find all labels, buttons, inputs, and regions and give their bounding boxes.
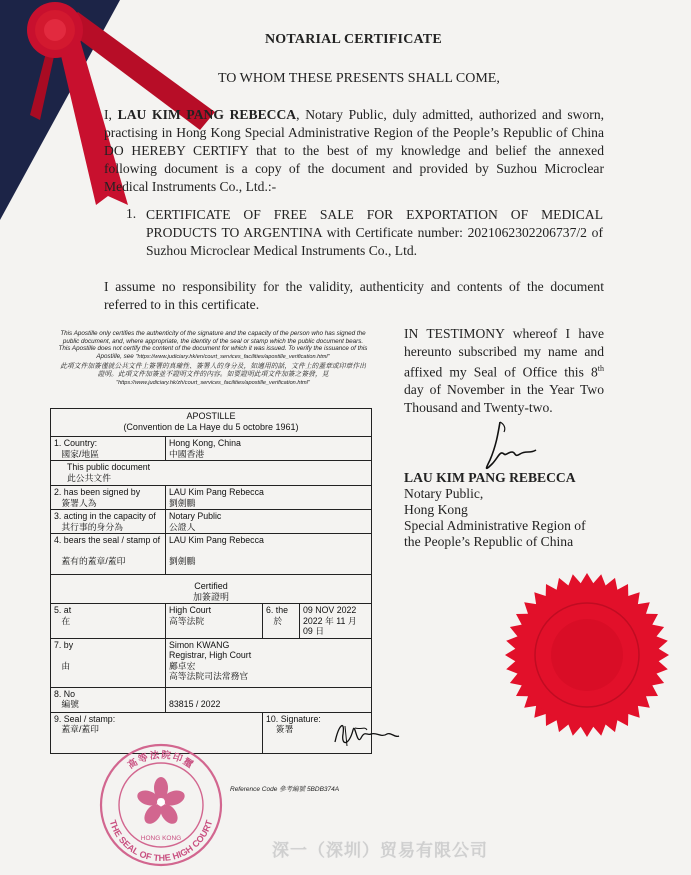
item-line-2: PRODUCTS TO ARGENTINA with Certificate number: 2021062302206737/2 of (146, 225, 603, 240)
apostille-row-seal-signature: 9. Seal / stamp: 蓋章/蓋印 10. Signature: 簽署 (51, 712, 372, 753)
signer-title: Notary Public, (404, 486, 484, 501)
apostille-row-number: 8. No 編號 83815 / 2022 (51, 687, 372, 712)
intro-line-3: DO HEREBY CERTIFY that to the best of my knowledge and belief the annexed (104, 143, 604, 158)
testimony-block (404, 325, 604, 417)
apostille-row-certified: Certified 加簽證明 (51, 575, 372, 604)
intro-line-4: following document is a copy of the document and provided by Suzhou Microclear (104, 161, 604, 176)
disclaimer-line-1: I assume no responsibility for the validity, authenticity and contents of the document (104, 279, 604, 294)
signer-region-1: Special Administrative Region of (404, 518, 586, 533)
intro-line-1: I, LAU KIM PANG REBECCA, Notary Public, duly admitted, authorized and sworn, (104, 107, 605, 122)
apostille-row-public-document: This public document 此公共文件 (51, 461, 372, 486)
item-description (146, 206, 603, 260)
testimony-line-3: affixed my Seal of Office this 8th (404, 364, 604, 380)
testimony-line-5: Thousand and Twenty-two. (404, 399, 553, 415)
notary-name: LAU KIM PANG REBECCA (117, 107, 297, 122)
item-line-3: Suzhou Microclear Medical Instruments Co., Ltd. (146, 243, 418, 258)
svg-text:THE SEAL OF THE HIGH COURT: THE SEAL OF THE HIGH COURT (107, 818, 215, 864)
disclaimer-paragraph (104, 278, 604, 314)
apostille-row-by: 7. by 由 Simon KWANG Registrar, High Court 鄺卓宏 高等法院司法常務官 (51, 638, 372, 687)
disclaimer-line-2: referred to in this certificate. (104, 297, 260, 312)
apostille-row-capacity: 3. acting in the capacity of 其行事的身分為 Notary Public 公證人 (51, 510, 372, 534)
testimony-line-2: hereunto subscribed my name and (404, 343, 604, 359)
apostille-note-zh: 此項文件加簽僅就公共文件上簽署的真確性、簽署人的身分及，如適用的話，文件上的蓋章或印章作出證明。此項文件加簽並不證明文件的內容。如要證明此項文件加簽之簽發，見 "https://www.judiciary.hk/zh/court_services_facilities/apostille_verification.html" (60, 363, 366, 386)
apostille-row-at-date: 5. at 在 High Court 高等法院 6. the 於 09 NOV 2022 2022 年 11 月 09 日 (51, 604, 372, 639)
apostille-note-en: This Apostille only certifies the authenticity of the signature and the capacity of the person who has signed the public document, and, where appropriate, the identity of the seal or stamp which the public document bears. This Apostille does not certify the content of the document for which it was issued. To verify the issuance of this Apostille, see "https://www.judiciary.hk/en/court_services_facilities/apostille_verification.html" (58, 330, 368, 360)
high-court-seal-icon (96, 740, 226, 870)
testimony-line-1: IN TESTIMONY whereof I have (404, 326, 604, 341)
signer-name: LAU KIM PANG REBECCA (404, 470, 576, 485)
item-number: 1. (126, 206, 137, 221)
svg-text:高等法院印璽: 高等法院印璽 (125, 749, 197, 772)
notary-signature-icon (470, 418, 540, 473)
intro-line-2: practising in Hong Kong Special Administrative Region of the People’s Republic of China (104, 125, 604, 140)
apostille-note (58, 330, 368, 387)
salutation: TO WHOM THESE PRESENTS SHALL COME, (218, 71, 500, 86)
apostille-row-seal: 4. bears the seal / stamp of 蓋有的蓋章/蓋印 LAU Kim Pang Rebecca 劉劍鵬 (51, 534, 372, 575)
apostille-row-signed-by: 2. has been signed by 簽署人為 LAU Kim Pang Rebecca 劉劍鵬 (51, 486, 372, 510)
intro-paragraph (104, 106, 604, 196)
apostille-header: APOSTILLE (Convention de La Haye du 5 octobre 1961) (51, 409, 372, 437)
notary-seal-icon (502, 570, 672, 740)
svg-text:HONG KONG: HONG KONG (140, 835, 182, 842)
company-watermark: 深一（深圳）贸易有限公司 (272, 841, 488, 861)
apostille-row-country: 1. Country: 國家/地區 Hong Kong, China 中國香港 (51, 437, 372, 461)
reference-code: Reference Code 參考編號 5BDB374A (230, 786, 340, 793)
item-line-1: CERTIFICATE OF FREE SALE FOR EXPORTATION OF MEDICAL (146, 207, 603, 222)
intro-line-5: Medical Instruments Co., Ltd.:- (104, 179, 277, 194)
registrar-signature-icon (331, 716, 401, 750)
signer-region-2: the People’s Republic of China (404, 534, 574, 549)
signer-city: Hong Kong (404, 502, 468, 517)
page-title: NOTARIAL CERTIFICATE (265, 32, 442, 47)
apostille-table (50, 408, 372, 754)
testimony-line-4: day of November in the Year Two (404, 382, 604, 398)
